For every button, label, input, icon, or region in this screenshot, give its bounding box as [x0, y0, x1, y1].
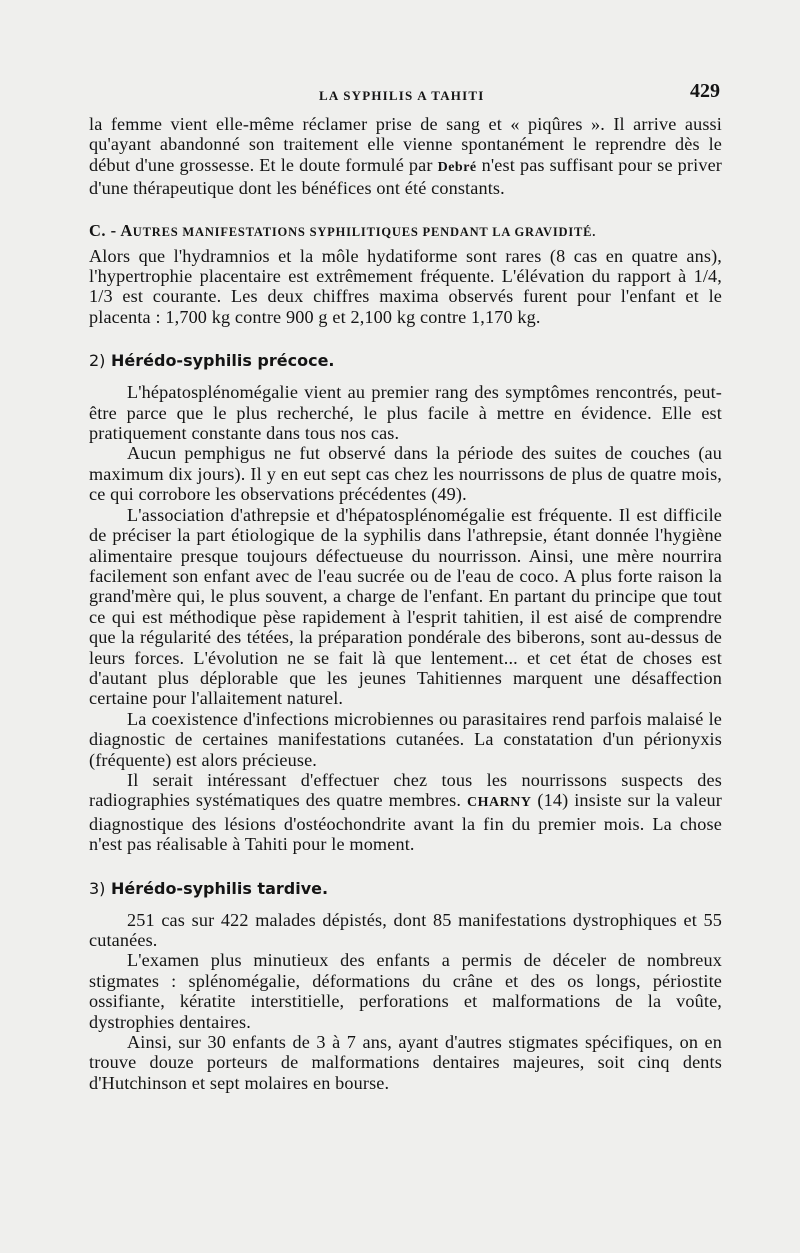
- section-2-paragraph-4: La coexistence d'infections microbiennes ou parasitaires rend parfois malaisé le diagnostic de certaines manifestations cutanées. La constatation d'un périonyxis (fréquente) est alors précieuse.: [89, 708, 722, 770]
- section-2-paragraph-5: [89, 770, 722, 855]
- section-3-title: Hérédo-syphilis tardive.: [111, 878, 329, 898]
- section-c-letter: C. - A: [89, 220, 133, 240]
- section-2-paragraph-2: Aucun pemphigus ne fut observé dans la période des suites de couches (au maximum dix jours). Il y en eut sept cas chez les nourrissons de plus de quatre mois, ce qui corrobore les observations précédentes (49).: [89, 443, 722, 505]
- section-3-paragraph-3: Ainsi, sur 30 enfants de 3 à 7 ans, ayant d'autres stigmates spécifiques, on en trouve douze porteurs de malformations dentaires majeures, soit cinq dents d'Hutchinson et sept molaires en bourse.: [89, 1032, 722, 1093]
- intro-text: la femme vient elle-même réclamer prise de sang et « piqûres ». Il arrive aussi qu'ayant abandonné son traitement elle vienne spontanément le reprendre dès le début d'une grossesse. Et le doute formulé par: [89, 114, 722, 175]
- author-debre: Debré: [437, 159, 477, 175]
- section-2-paragraph-3: L'association d'athrepsie et d'hépatosplénomégalie est fréquente. Il est difficile de préciser la part étiologique de la syphilis dans l'athrepsie, étant donnée l'hygiène alimentaire presque toujours défectueuse du nourrisson. Ainsi, une mère nourrira facilement son enfant avec de l'eau sucrée ou de l'eau de coco. A plus forte raison la grand'mère qui, le plus souvent, a charge de l'enfant. En partant du principe que tout ce qui est méthodique pèse rapidement à l'esprit tahitien, il est aisé de comprendre que la régularité des tétées, la préparation pondérale des biberons, sont au-dessus de leurs forces. L'évolution ne se fait là que lentement... et cet état de choses est d'autant plus déplorable que les jeunes Tahitiennes marquent une désaffection certaine pour l'allaitement naturel.: [89, 504, 722, 709]
- section-2-heading: [89, 351, 722, 370]
- intro-text-end: n'est pas suffisant pour se priver d'une thérapeutique dont les bénéfices ont été constants.: [89, 154, 722, 199]
- section-c-paragraph: Alors que l'hydramnios et la môle hydatiforme sont rares (8 cas en quatre ans), l'hypertrophie placentaire est extrêmement fréquente. L'élévation du rapport à 1/4, 1/3 est courante. Les deux chiffres maxima observés furent pour l'enfant et le placenta : 1,700 kg contre 900 g et 2,100 kg contre 1,170 kg.: [89, 245, 722, 327]
- section-3-paragraph-1: 251 cas sur 422 malades dépistés, dont 85 manifestations dystrophiques et 55 cutanées.: [89, 909, 722, 950]
- author-charny: CHARNY: [467, 795, 532, 811]
- section-3-heading: [89, 879, 722, 898]
- section-2-number: 2): [89, 351, 106, 371]
- p5-start: Il serait intéressant d'effectuer chez tous les nourrissons suspects des radiographies systématiques des quatre membres.: [89, 769, 722, 811]
- p5-end: (14) insiste sur la valeur diagnostique des lésions d'ostéochondrite avant la fin du premier mois. La chose n'est pas réalisable à Tahiti pour le moment.: [89, 790, 722, 855]
- running-head: [89, 78, 722, 114]
- section-2-title: Hérédo-syphilis précoce.: [111, 351, 335, 371]
- section-3-paragraph-2: L'examen plus minutieux des enfants a permis de déceler de nombreux stigmates : splénomégalie, déformations du crâne et des os longs, périostite ossifiante, kératite interstitielle, perforations et malformations de la voûte, dystrophies dentaires.: [89, 950, 722, 1032]
- section-2-paragraph-1: L'hépatosplénomégalie vient au premier rang des symptômes rencontrés, peut-être parce que le plus recherché, le plus facile à mettre en évidence. Elle est pratiquement constante dans tous nos cas.: [89, 382, 722, 444]
- running-title: LA SYPHILIS A TAHITI: [319, 88, 485, 103]
- page-number: 429: [690, 80, 720, 102]
- section-3-number: 3): [89, 878, 106, 898]
- section-c-heading: [89, 221, 722, 241]
- section-c-title: UTRES MANIFESTATIONS SYPHILITIQUES PENDANT LA GRAVIDITÉ.: [132, 224, 597, 239]
- intro-paragraph: [89, 114, 722, 199]
